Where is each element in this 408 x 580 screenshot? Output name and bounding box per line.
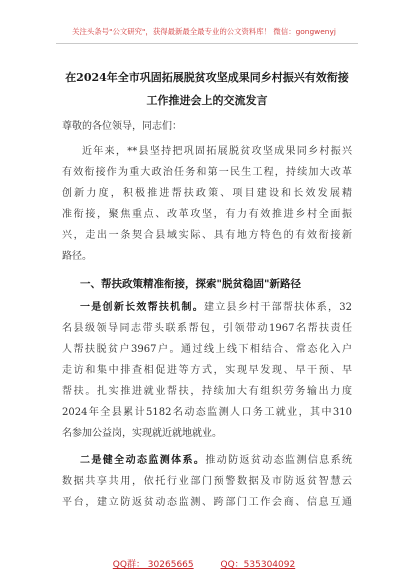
section-1-para-2-line-3: 平台，建立防返贫动态监测、跨部门工作会商、信息互通 (62, 497, 352, 508)
section-1-para-2-text: 推动防返贫动态监测信息系统 (205, 455, 353, 466)
section-1-para-1-line-3: 人帮扶脱贫户3967户。通过线上线下相结合、常态化入户 (62, 344, 352, 355)
section-1-para-1-line-2: 名县级领导同志带头联系帮包，引领带动1967名帮扶责任 (62, 323, 352, 334)
intro-line-5: 兴，走出一条契合县域实际、具有地方特色的有效衔接新 (62, 230, 352, 241)
section-1-para-1-line-5: 帮扶。扎实推进就业帮扶，持续加大有组织劳务输出力度 (62, 386, 352, 397)
section-1-heading: 一、帮扶政策精准衔接，探索"脱贫稳固"新路径 (80, 278, 301, 290)
document-title-line-2: 工作推进会上的交流发言 (146, 94, 268, 107)
intro-line-6: 路径。 (62, 251, 92, 262)
intro-line-3: 创新力度，积极推进帮扶政策、项目建设和长效发展精 (62, 188, 352, 199)
section-1-para-1-line-7: 名参加公益岗，实现就近就地就业。 (62, 428, 222, 439)
section-1-para-2-line-1 (80, 455, 352, 467)
footer-contact (0, 557, 408, 570)
header-banner: 关注头条号"公文研究"，获得最新最全最专业的公文资料库！ 微信：gongwenyj (72, 27, 336, 36)
section-1-para-1-line-1 (80, 302, 352, 314)
section-1-para-1-line-6: 2024年全县累计5182名动态监测人口务工就业，其中310 (62, 407, 352, 418)
document-title-line-1: 在2024年全市巩固拓展脱贫攻坚成果同乡村振兴有效衔接 (65, 71, 349, 84)
section-1-para-2-lead: 二是健全动态监测体系。 (80, 455, 206, 466)
header-divider (56, 43, 358, 44)
intro-line-1: 近年来，**县坚持把巩固拓展脱贫攻坚成果同乡村振兴 (82, 146, 352, 157)
section-1-para-1-line-4: 走访和集中排查相促进等方式，实现早发现、早干预、早 (62, 365, 352, 376)
greeting: 尊敬的各位领导，同志们： (62, 121, 182, 132)
section-1-para-1-lead: 一是创新长效帮扶机制。 (80, 302, 204, 313)
intro-line-4: 准衔接，聚焦重点、改革攻坚，有力有效推进乡村全面振 (62, 209, 352, 220)
section-1-para-2-line-2: 数据共享共用，依托行业部门预警数据及市防返贫智慧云 (62, 476, 352, 487)
footer-qq-group: QQ群： 30265665 (112, 560, 194, 570)
intro-line-2: 有效衔接作为重大政治任务和第一民生工程，持续加大改革 (62, 167, 352, 178)
footer-qq-number: QQ：535304092 (220, 560, 296, 570)
section-1-para-1-text: 建立县乡村干部帮扶体系，32 (204, 302, 352, 313)
